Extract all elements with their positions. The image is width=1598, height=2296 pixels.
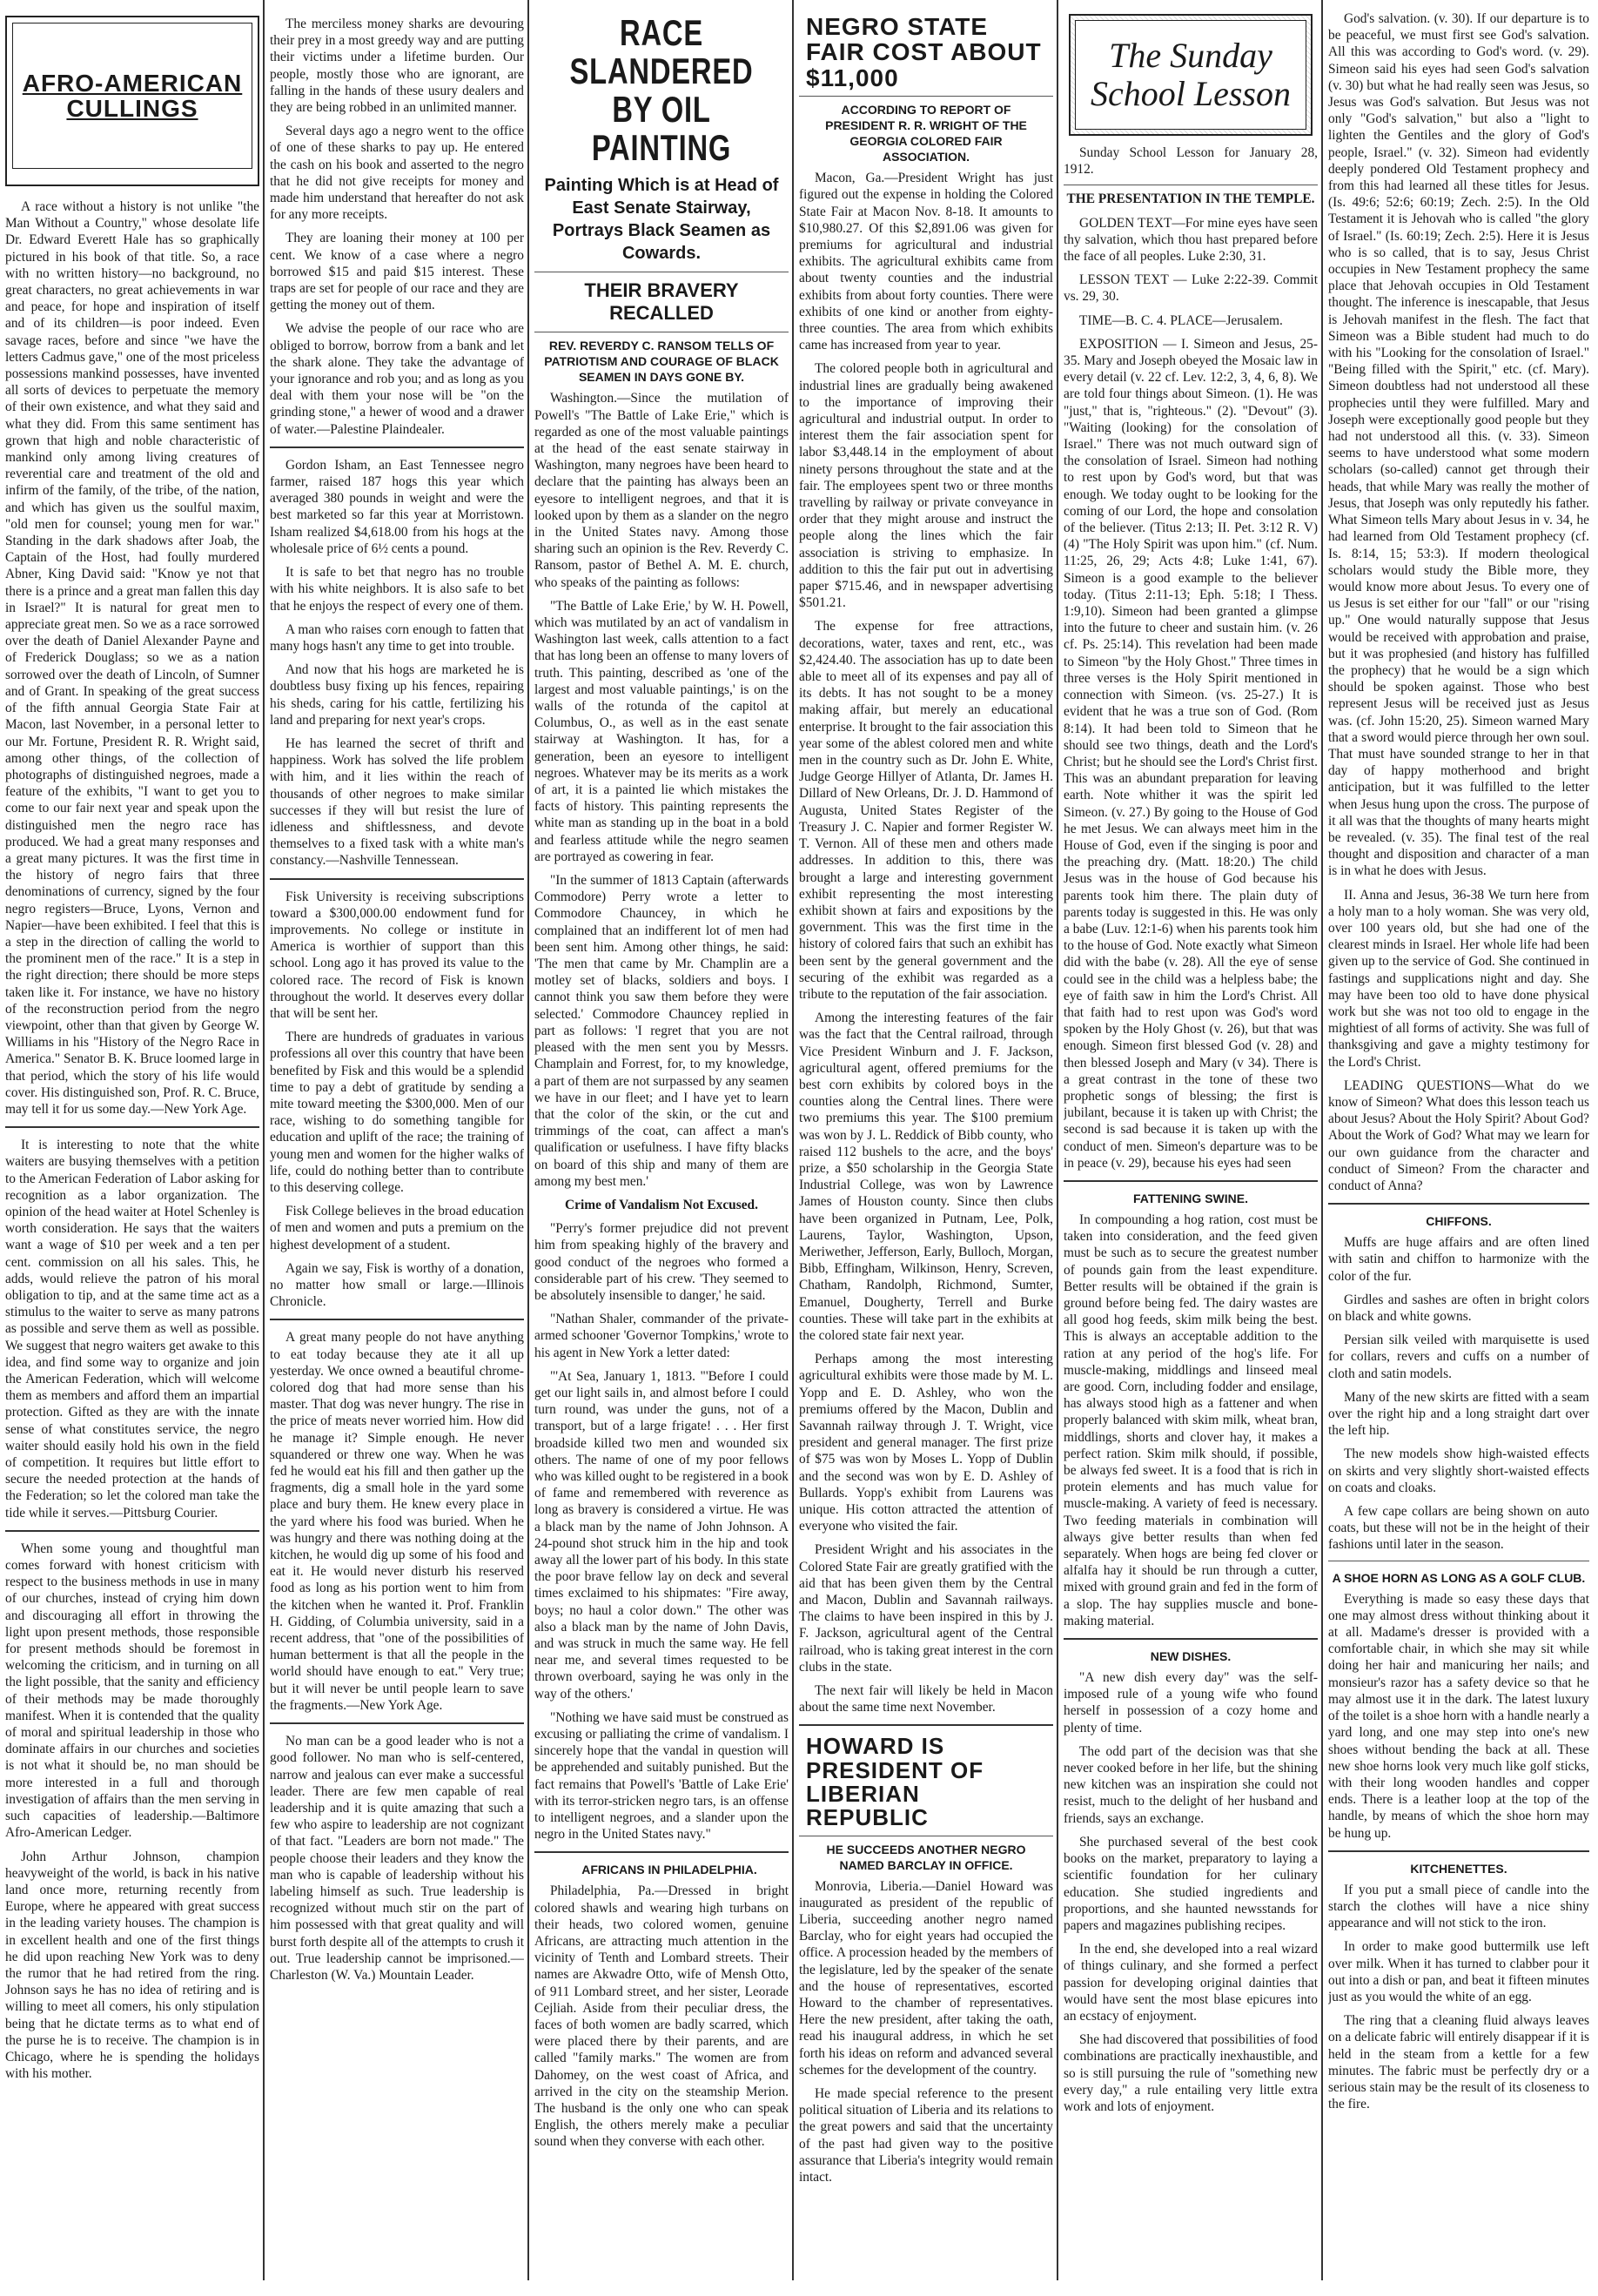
chiffons-heading: CHIFFONS. xyxy=(1426,1214,1492,1229)
article-paragraph: The expense for free attractions, decorations, water, taxes and rent, etc., was $2,424.40. The association has up to date been able to meet all of its expenses and pay all of its debts. It has not sought to be a money making affair, but merely an educational enterprise. It brought to the fair association this year some of the ablest colored men and white men in the country such as Dr. John E. White, Judge George Hillyer of Atlanta, Dr. James H. Dillard of New Orleans, Dr. J. D. Hammond of Augusta, United States Register of the Treasury J. C. Napier and former Register W. T. Vernon. All of these men and others made addresses. In addition to this, there was brought a large and interesting government exhibit representing the most interesting exhibit shown at fairs and expositions by the government. This was the first time in the history of colored fairs that such an exhibit has been sent by the general government and the securing of the exhibit was regarded as a tribute to the reputation of the fair association. xyxy=(799,619,1053,1002)
article-paragraph: God's salvation. (v. 30). If our departure is to be peaceful, we must first see God's salvation. All this was according to God's word. (v. 29). Simeon said his eyes had seen God's salvation (v. 30) but what he had really seen was Jesus, so Jesus was God's salvation. But Jesus was not only "God's salvation," but also a "light to lighten the Gentiles and the glory of God's people, Israel." (v. 32). Simeon had evidently deeply pondered Old Testament prophecy and from this had learned all these titles for Jesus. (Is. 49:6; 52:6; 60:19; Zech. 2:5). In the Old Testament it is Jehovah who is called "the glory of Israel." (Is. 60:19; Zech. 2:5). Here it is Jesus who is so called, that is to say, Jesus Christ occupies in New Testament prophecy the same place that Jehovah occupies in Old Testament thought. The inference is inescapable, that Jesus is Jehovah manifest in the flesh. The fact that Simeon was a Bible student had much to do with his "Looking for the consolation of Israel." "Being filled with the Spirit," etc. (cf. Mary). Simeon doubtless had not understood all these prophecies until they were fulfilled. Mary and Joseph were exceptionally good people but they had not understood all this. (v. 33). Simeon seems to have understood what some modern scholars (so-called) cannot get through their heads, that while Mary was really the mother of Jesus, that Joseph was only reputedly his father. What Simeon tells Mary about Jesus in v. 34, he had learned from Old Testament prophecy (cf. Is. 8:14, 15; 53:3). If modern theological scholars would study the Bible more, they would know more about Jesus. To every one of us Jesus is set either for our "fall" or our "rising up." One would naturally suppose that Jesus would be received with approbation and praise, but it was prophesied (and history has fulfilled the prophecy) that he would be a sign which should be spoken against. Those who best represent Jesus will be received just as Jesus was. (cf. John 15:20, 25). Simeon warned Mary that a sword would pierce through her own soul. That must have sounded strange to her in that day of happy motherhood and bright anticipation, but it was fulfilled to the letter when Jesus hung upon the cross. The purpose of it all was that the thoughts of many hearts might be revealed. (v. 35). The final test of the real thought and disposition and character of a man is in what he does with Jesus. xyxy=(1328,11,1589,879)
crosshead: Crime of Vandalism Not Excused. xyxy=(565,1197,758,1212)
dishes-heading: NEW DISHES. xyxy=(1150,1649,1232,1664)
article-paragraph: Gordon Isham, an East Tennessee negro farmer, raised 187 hogs this year which averaged 380 pounds in weight and were the best marketed so far this year at Morristown. Isham realized $4,618.00 from his hogs at the wholesale price of 6½ cents a pound. xyxy=(270,457,524,556)
column-4 xyxy=(799,0,1053,2294)
column-rule xyxy=(263,0,265,2280)
col6-body xyxy=(1328,10,1589,1194)
swine-heading: FATTENING SWINE. xyxy=(1133,1191,1248,1205)
article-paragraph: Philadelphia, Pa.—Dressed in bright colored shawls and wearing high turbans on their heads, two colored women, genuine Africans, are attracting much attention in the vicinity of Tenth and Lombard streets. Their names are Akwadre Otto, wife of Mensh Otto, of 911 Lombard street, and her sister, Leorade Cejliah. Aside from their peculiar dress, the faces of both women are badly scarred, which were placed there by their parents, and are called "family marks." The women are from Dahomey, on the west coast of Africa, and arrived in the city on the steamship Merion. The husband is the only one who can speak English, the others merely make a peculiar sound when they converse with each other. xyxy=(534,1883,789,2150)
col6-shoehorn-body xyxy=(1328,1591,1589,1842)
article-paragraph: It is interesting to note that the white waiters are busying themselves with a petition to the American Federation of Labor asking for recognition as a labor organization. The opinion of the head waiter at Hotel Schenley is worth consideration. He says that the waiters want a wage of $10 per week and a ten per cent. commission on all his sales. This, he adds, would relieve the patron of his moral obligation to tip, and at the same time act as a stimulus to the waiter to serve as many patrons as possible and serve them as well as possible. We suggest that negro waiters get awake to this idea, and find some way to organize and join the American Federation, which will welcome them as members and afford them an impartial protection. Gifted as they are with the innate sense of what constitutes service, the negro waiter should easily hold his own in the field of competition. It requires but little effort to secure the needed protection at the hands of the Federation; so let the colored man take the tide while it serves.—Pittsburg Courier. xyxy=(5,1138,259,1521)
col5-swine-body xyxy=(1064,1212,1318,1629)
lesson-text: LESSON TEXT — Luke 2:22-39. Commit vs. 29, 30. xyxy=(1064,272,1318,305)
article-paragraph: If you put a small piece of candle into the starch the clothes will have a nice shiny appearance and will not stick to the iron. xyxy=(1328,1882,1589,1931)
column-rule xyxy=(527,0,529,2280)
article-paragraph: Everything is made so easy these days that one may almost dress without thinking about it at all. Madame's dresser is provided with a comfortable chair, in which she may sit while doing her hair and manicuring her nails; and monsieur's razor has a safety device so that he may almost use it in the dark. The latest luxury of the toilet is a shoe horn with a handle nearly a yard long, and one may step into one's new shoes without bending the back at all. These new shoe horns look very much like golf sticks, with their long wooden handles and copper ends. There is a leather loop at the top of the handle, by means of which the shoe horn may be hung up. xyxy=(1328,1591,1589,1841)
divider xyxy=(799,96,1053,97)
divider xyxy=(534,1851,789,1853)
article-paragraph: The merciless money sharks are devouring their prey in a most greedy way and are putting their victims under a lifetime burden. Our people, mostly those who are ignorant, are falling in the hands of these usury dealers and they are being robbed in an unlimited manner. xyxy=(270,17,524,116)
headline: NEGRO STATE FAIR COST ABOUT $11,000 xyxy=(806,13,1042,91)
article-paragraph: President Wright and his associates in the Colored State Fair are greatly gratified with the aid that has been given them by the Central and Macon, Dublin and Savannah railways. The claims to have been inspired in this by J. F. Jackson, agricultural agent of the Central railroad, who is taking great interest in the corn clubs in the state. xyxy=(799,1542,1053,1675)
article-paragraph: John Arthur Johnson, champion heavyweight of the world, is back in his native land once more, returning recently from Europe, where he appeared with great success in the leading variety houses. The champion is in excellent health and one of the first things he did upon reaching New York was to deny the rumor that he had retired from the ring. Johnson says he has no idea of retiring and is willing to meet all comers, his only stipulation being that he dictate terms as to what end of the purse he is to receive. The champion is in Chicago, where he is spending the holidays with his mother. xyxy=(5,1849,259,2082)
article-paragraph: The next fair will likely be held in Macon about the same time next November. xyxy=(799,1683,1053,1715)
article-paragraph: There are hundreds of graduates in various professions all over this country that have been benefited by Fisk and this would be a splendid time to pay a debt of gratitude by sending a mite toward meeting the $300,000. Men of our race, wishing to do something tangible for education and uplift of the race; the training of young men and women for the higher walks of life, could do nothing better than to contribute to this deserving college. xyxy=(270,1030,524,1195)
shoehorn-heading: A SHOE HORN AS LONG AS A GOLF CLUB. xyxy=(1332,1570,1586,1585)
article-paragraph: They are loaning their money at 100 per cent. We know of a case where a negro borrowed $15 and paid $15 interest. These traps are set for people of our race and they are getting the money out of them. xyxy=(270,231,524,313)
article-paragraph: He has learned the secret of thrift and happiness. Work has solved the life problem with him, and it lies within the reach of thousands of other negroes to make similar successes if they will but resist the lure of idleness and shiftlessness, and devote themselves to a fixed task with a white man's constancy.—Nashville Tennessean. xyxy=(270,735,524,869)
divider xyxy=(1328,1850,1589,1852)
col6-kitchenettes-body xyxy=(1328,1882,1589,2113)
divider xyxy=(5,1530,259,1532)
column-2 xyxy=(270,0,524,2296)
subdeck: HE SUCCEEDS ANOTHER NEGRO NAMED BARCLAY IN OFFICE. xyxy=(826,1842,1026,1872)
article-paragraph: "The Battle of Lake Erie,' by W. H. Powell, which was mutilated by an act of vandalism in Washington last week, calls attention to a fact that has long been an offense to many lovers of truth. This painting, described as 'one of the largest and most valuable paintings,' is on the walls of the rotunda of the capitol at Columbus, O., as well as in the east senate stairway at Washington. It has, for a generation, been an eyesore to intelligent negroes. Whatever may be its merits as a work of art, it is a painted lie which mistakes the facts of history. This painting represents the white man as standing up in the boat in a bold and fearless attitude while the negro seamen are portrayed as cowering in fear. xyxy=(534,598,789,864)
cullings-title-inner xyxy=(12,23,252,169)
article-paragraph: Washington.—Since the mutilation of Powell's "The Battle of Lake Erie," which is regarded as one of the most valuable paintings at the head of the east senate stairway in Washington, many negroes have been heard to declare that the painting has always been an eyesore to intelligent negroes, and that it is looked upon by them as a slander on the negro in the United States navy. Among those sharing such an opinion is the Rev. Reverdy C. Ransom, pastor of Bethel A. M. E. church, who speaks of the painting as follows: xyxy=(534,391,789,590)
golden-text: GOLDEN TEXT—For mine eyes have seen thy salvation, which thou hast prepared before the face of all peoples. Luke 2:30, 31. xyxy=(1064,215,1318,265)
column-rule xyxy=(1057,0,1058,2280)
divider xyxy=(270,446,524,448)
headline: HOWARD IS PRESIDENT OF LIBERIAN REPUBLIC xyxy=(806,1733,984,1831)
cullings-title-box xyxy=(5,16,259,186)
divider xyxy=(5,1126,259,1128)
article-paragraph: She purchased several of the best cook books on the market, preparatory to laying a scientific foundation for her culinary education. She studied ingredients and proportions, and she haunted newsstands for papers and magazines publishing recipes. xyxy=(1064,1834,1318,1933)
article-paragraph: She had discovered that possibilities of food combinations are practically inexhaustible, and so is still pursuing the rule of "something new every day," a rule entailing very little extra work and lots of enjoyment. xyxy=(1064,2032,1318,2114)
article-paragraph: Persian silk veiled with marquisette is used for collars, revers and cuffs on a number of cloth and satin models. xyxy=(1328,1333,1589,1381)
article-paragraph: In the end, she developed into a real wizard of things culinary, and she formed a perfect passion for developing original dainties that would have sent the most blase epicures into an ecstacy of enjoyment. xyxy=(1064,1942,1318,2024)
kitchenettes-heading: KITCHENETTES. xyxy=(1410,1861,1507,1876)
article-paragraph: The ring that a cleaning fluid always leaves on a delicate fabric will entirely disappear if it is held in the steam from a kettle for a few minutes. The fabric must be perfectly dry or a serious stain may be the result of its closeness to the fire. xyxy=(1328,2013,1589,2112)
article-paragraph: Again we say, Fisk is worthy of a donation, no matter how small or large.—Illinois Chronicle. xyxy=(270,1260,524,1310)
article-paragraph: It is safe to bet that negro has no trouble with his white neighbors. It is also safe to bet that he enjoys the respect of every one of them. xyxy=(270,565,524,614)
article-paragraph: Fisk University is receiving subscriptions toward a $300,000.00 endowment fund for improvements. No college or institute in America is worthier of support than this school. Long ago it has proved its value to the colored race. The record of Fisk is known throughout the world. It deserves every dollar that will be sent her. xyxy=(270,889,524,1021)
article-paragraph: No man can be a good leader who is not a good follower. No man who is self-centered, narrow and jealous can ever make a successful leader. There are few men capable of real leadership and it is quite amazing that such a few who aspire to leadership are not cognizant of that fact. "Leaders are born not made." The people choose their leaders and they know the man who is capable of leadership without his labeling himself as such. True leadership is recognized without much stir on the part of him possessed with that great quality and will burst forth despite all of the attempts to crush it out. True leadership cannot be imprisoned.—Charleston (W. Va.) Mountain Leader. xyxy=(270,1734,524,1983)
article-paragraph: "'At Sea, January 1, 1813. "'Before I could get our light sails in, and almost before I could turn round, was under the guns, not of a transport, but of a large frigate! . . . Her first broadside killed two men and wounded six others. The name of one of my poor fellows who was killed ought to be registered in a book of fame and remembered with reverence as long as bravery is considered a virtue. He was a black man by the name of John Johnson. A 24-pound shot struck him in the hip and took away all the lower part of his body. In this state the poor brave fellow lay on deck and several times exclaimed to his shipmates: "Fire away, boys; no haul a color down." The other was also a black man by the name of John Davis, and was struck in much the same way. He fell near me, and several times requested to be thrown overboard, saying he was only in the way of the others.' xyxy=(534,1368,789,1702)
headline-deck: Painting Which is at Head of East Senate Stairway, Portrays Black Seamen as Cowards. xyxy=(544,176,779,264)
article-paragraph: Girdles and sashes are often in bright colors on black and white gowns. xyxy=(1328,1292,1589,1325)
article-paragraph: II. Anna and Jesus, 36-38 We turn here from a holy man to a holy woman. She was very old, over 100 years old, but she had one of the clearest minds in Israel. Her whole life had been given up to the service of God. She continued in fastings and supplications night and day. She may have been too old to have done physical work but she was not too old to engage in the mightiest of all forms of activity. She was full of thanksgiving and gave a mighty testimony for the Lord's Christ. xyxy=(1328,887,1589,1070)
article-paragraph: The odd part of the decision was that she never cooked before in her life, but the shining new kitchen was an inspiration she could not resist, much to the delight of her husband and friends, says an exchange. xyxy=(1064,1743,1318,1826)
article-paragraph: A man who raises corn enough to fatten that many hogs hasn't any time to get into trouble. xyxy=(270,621,524,654)
page-title: AFRO-AMERICAN CULLINGS xyxy=(22,69,243,122)
col5-dishes-body xyxy=(1064,1669,1318,2115)
column-rule xyxy=(792,0,794,2280)
article-paragraph: Several days ago a negro went to the office of one of these sharks to pay up. He entered the cash on his book and asserted to the negro that he did not give receipts for money and made him understand that hereafter do not ask for any more receipts. xyxy=(270,124,524,223)
subdeck: ACCORDING TO REPORT OF PRESIDENT R. R. WRIGHT OF THE GEORGIA COLORED FAIR ASSOCIATION. xyxy=(825,103,1027,164)
divider xyxy=(270,1319,524,1320)
sunday-school-title: The Sunday School Lesson xyxy=(1075,20,1306,130)
lesson-title: THE PRESENTATION IN THE TEMPLE. xyxy=(1066,191,1315,207)
headline: RACE SLANDERED BY OIL PAINTING xyxy=(569,12,754,169)
col5-body xyxy=(1064,144,1318,1171)
column-1 xyxy=(5,0,259,2280)
divider xyxy=(799,1724,1053,1726)
article-paragraph: A few cape collars are being shown on auto coats, but these will not be in the height of their fashions until later in the season. xyxy=(1328,1504,1589,1553)
article-paragraph: Many of the new skirts are fitted with a seam over the right hip and a long straight dart over the left hip. xyxy=(1328,1389,1589,1439)
africans-heading: AFRICANS IN PHILADELPHIA. xyxy=(581,1863,757,1877)
article-paragraph: The new models show high-waisted effects on skirts and very slightly short-waisted effects on coats and cloaks. xyxy=(1328,1447,1589,1495)
article-paragraph: Macon, Ga.—President Wright has just figured out the expense in holding the Colored State Fair at Macon Nov. 8-18. It amounts to $10,980.27. Of this $2,891.06 was given for premiums for agricultural and industrial exhibits. The agricultural exhibits came from about twenty counties and the industrial exhibits from about forty counties. There were exhibits of one kind or another from eighty-three counties. The area from which exhibits came has increased from year to year. xyxy=(799,171,1053,353)
article-paragraph: When some young and thoughtful man comes forward with honest criticism with respect to the business methods in use in many of our churches, instead of crying him down and discouraging all effort in throwing the light upon present methods, those responsible for present methods should be foremost in welcoming the criticism, and in turning on all the light possible, that the sanity and efficiency of their methods may be made thoroughly manifest. When it is contended that the quality of moral and spiritual leadership in those who dominate affairs in our churches and societies is not what it should be, no man should be more interested in a full and thorough investigation of affairs than the men serving in such capacities of leadership.—Baltimore Afro-American Ledger. xyxy=(5,1541,259,1841)
article-paragraph: We advise the people of our race who are obliged to borrow, borrow from a bank and let the shark alone. They take the advantage of your ignorance and rob you; and as long as you deal with them your nose will be "on the grinding stone," a hewer of wood and a drawer of water.—Palestine Plaindealer. xyxy=(270,321,524,437)
article-paragraph: Among the interesting features of the fair was the fact that the Central railroad, through Vice President Winburn and J. F. Jackson, agricultural agent, offered premiums for the best corn exhibits by colored boys in the counties along the Central lines. There were two premiums this year. The $100 premium was won by J. L. Reddick of Bibb county, who raised 112 bushels to the acre, and the boys' prize, a $50 scholarship in the Georgia State Industrial College, was won by Lawrence James of Houston county. Since then clubs have been organized in Putnam, Lee, Polk, Laurens, Taylor, Washington, Upson, Meriwether, Jefferson, Early, Bulloch, Morgan, Bibb, Effingham, Wilkinson, Henry, Screven, Chatham, Randolph, Richmond, Sumter, Emanuel, Dougherty, Terrell and Burke counties. These will take part in the exhibits at the colored state fair next year. xyxy=(799,1010,1053,1343)
article-paragraph: "Nathan Shaler, commander of the private-armed schooner 'Governor Tompkins,' wrote to his agent in New York a letter dated: xyxy=(534,1312,789,1360)
column-3 xyxy=(534,0,789,2294)
divider xyxy=(270,878,524,880)
divider xyxy=(270,1722,524,1724)
article-paragraph: Fisk College believes in the broad education of men and women and puts a premium on the highest development of a student. xyxy=(270,1204,524,1252)
article-paragraph: "In the summer of 1813 Captain (afterwards Commodore) Perry wrote a letter to Commodore Chauncey, in which he complained that an indifferent lot of men had been sent him. Among other things, he said: 'The men that came by Mr. Champlin are a motley set of blacks, soldiers and boys. I cannot think you saw them before they were selected.' Commodore Chauncey replied in part as follows: 'I regret that you are not pleased with the men sent you by Messrs. Champlain and Forrest, for, to my knowledge, a part of them are not surpassed by any seamen we have in our fleet; and I have yet to learn that the color of the skin, or the cut and trimmings of the coat, can affect a man's qualification or usefulness. I have fifty blacks on board of this ship and many of them are among my best men.' xyxy=(534,873,789,1189)
column-6 xyxy=(1328,0,1589,2291)
col2-body xyxy=(270,16,524,1984)
divider xyxy=(1064,1180,1318,1182)
divider xyxy=(1328,1203,1589,1205)
article-paragraph: He made special reference to the present political situation of Liberia and its relations to the great powers and said that the uncertainty of the past had given way to the positive assurance that Liberia's integrity would remain intact. xyxy=(799,2086,1053,2185)
col1-body xyxy=(5,198,259,2082)
article-paragraph: "A new dish every day" was the self-imposed rule of a young wife who found herself in possession of a cozy home and plenty of time. xyxy=(1064,1670,1318,1735)
column-5 xyxy=(1064,0,1318,2291)
article-paragraph: In compounding a hog ration, cost must be taken into consideration, and the feed given must be such as to secure the greatest number of pounds gain from the least expenditure. Better results will be obtained if the grain is ground before being fed. The dairy wastes are all good hog feeds, skim milk being the best. This is always an acceptable addition to the ration at any period of the hog's life. For muscle-making, middlings and linseed meal are good. Corn, including fodder and ensilage, has always stood high as a fattener and when properly balanced with skim milk, wheat bran, middlings, shorts and clover hay, it makes a perfect ration. Skim milk should, if possible, be always fed sweet. It is a food that is rich in protein elements and has much value for muscle-making. A variety of feed is necessary. Two feeding materials in combination will always give better results than when fed separately. When hogs are being fed clover or alfalfa hay it should be run through a cutter, mixed with ground grain and fed in the form of a slop. The hay supplies muscle and bone-making material. xyxy=(1064,1212,1318,1628)
article-paragraph: Monrovia, Liberia.—Daniel Howard was inaugurated as president of the republic of Liberia, succeeding another negro named Barclay, who for eight years had occupied the office. A procession headed by the members of the legislature, led by the speaker of the senate and the house of representatives, escorted Howard to the chamber of representatives. Here the new president, after taking the oath, read his inaugural address, in which he set forth his ideas on reform and advanced several schemes for the development of the country. xyxy=(799,1878,1053,2078)
lesson-intro: Sunday School Lesson for January 28, 1912. xyxy=(1064,145,1318,178)
article-paragraph: LEADING QUESTIONS—What do we know of Simeon? What does this lesson teach us about Jesus? About the Holy Spirit? About God? About the Work of God? What may we learn for our own guidance from the character and conduct of Simeon? From the character and conduct of Anna? xyxy=(1328,1078,1589,1194)
article-paragraph: And now that his hogs are marketed he is doubtless busy fixing up his fences, repairing his sheds, caring for his cattle, fertilizing his land and preparing for next year's crops. xyxy=(270,662,524,728)
article-paragraph: The colored people both in agricultural and industrial lines are gradually being awakened to the importance of improving their agricultural and industrial output. In order to interest them the fair association spent for labor $3,448.14 in the employment of about ninety persons throughout the state and at the fair. The employees spent two or three months travelling by railway or private conveyance in order that they might arouse and instruct the people along the lines which the fair association is striving to emphasize. In addition to this the fair put out in advertising paper $715.46, and in newspaper advertising $501.21. xyxy=(799,361,1053,611)
article-paragraph: Perhaps among the most interesting agricultural exhibits were those made by M. L. Yopp and E. D. Ashley, who won the premiums offered by the Macon, Dublin and Savannah railway through J. T. Wright, vice president and general manager. The first prize of $75 was won by Moses L. Yopp of Dublin and the second was won by E. D. Ashley of Bullards. Yopp's exhibit from Laurens was unique. His cotton attracted the attention of everyone who visited the fair. xyxy=(799,1352,1053,1534)
article-paragraph: In order to make good buttermilk use left over milk. When it has turned to clabber pour it out into a dish or pan, and beat it fifteen minutes just as you would the white of an egg. xyxy=(1328,1939,1589,2004)
divider xyxy=(1064,1638,1318,1640)
column-rule xyxy=(1321,0,1323,2280)
article-paragraph: "Nothing we have said must be construed as excusing or palliating the crime of vandalism. I sincerely hope that the vandal in question will be apprehended and suitably punished. But the fact remains that Powell's 'Battle of Lake Erie' with its terror-stricken negro tars, is an offense to intelligent negroes, and a slander upon the negro in the United States navy." xyxy=(534,1709,789,1843)
article-paragraph: "Perry's former prejudice did not prevent him from speaking highly of the bravery and good conduct of the negroes who formed a considerable part of his crew. 'They seemed to be absolutely insensible to danger,' he said. xyxy=(534,1221,789,1303)
subdeck: REV. REVERDY C. RANSOM TELLS OF PATRIOTISM AND COURAGE OF BLACK SEAMEN IN DAYS GONE BY. xyxy=(544,339,779,385)
article-paragraph: A race without a history is not unlike "the Man Without a Country," whose desolate life Dr. Edward Everett Hale has so graphically pictured in his book of that title. So, a race with no written history—no background, no great characters, no great achievements in war and peace, for hope and inspiration of itself and of its children—is poor indeed. Even savage races, before and since "we have the letters Cadmus gave," one of the most priceless possessions mankind possesses, have invented all sorts of devices to perpetuate the memory of their own existence, and what they said and what they did. From this same sentiment has grown that high and noble characteristic of mankind only among living creatures of reverential care and treatment of the old and infirm of the family, of the tribe, of the nation, and which has given us the soulful maxim, "old men for counsel; young men for war." Standing in the dark shadows after Joab, the Captain of the Host, had foully murdered Abner, King David said: "Know ye not that there is a prince and a great man fallen this day in Israel?" It is natural for great men to appreciate great men. So we as a race sorrowed over the death of Daniel Alexander Payne and of Frederick Douglass; so we as a nation sorrowed over the death of Lincoln, of Sumner and of Grant. In speaking of the great success of the fifth annual Georgia State Fair at Macon, last November, in a personal letter to our Mr. Fortune, President R. R. Wright said, among other things, of the collection of photographs of distinguished negroes, made a feature of the exhibits, "I want to get you to come to our fair next year and speak upon the distinguished men the negro race has produced. We had a great many responses and a great many pictures. It was the first time in the history of negro fairs that three denominations of currency, signed by the four negro registers—Bruce, Lyons, Vernon and Napier—have been exhibited. I feel that this is a step in the direction of calling the world to the prominent men of the race." It is a step in the right direction; there should be more steps taken like it. For instance, we have no history of the reconstruction period from the negro viewpoint, other than that given by George W. Williams in his "History of the Negro Race in America." Senator B. K. Bruce loomed large in that period, which the story of his life would cover. His distinguished son, Prof. R. C. Bruce, may tell it for us some day.—New York Age. xyxy=(5,199,259,1117)
subhead: THEIR BRAVERY RECALLED xyxy=(584,279,739,325)
col4-howard-body xyxy=(799,1878,1053,2186)
article-paragraph: A great many people do not have anything to eat today because they ate it all up yesterday. We once owned a beautiful chrome-colored dog that had more sense than his master. That dog was never hungry. The rise in the price of meats never worried him. How did he manage it? Simple enough. He never squandered or threw one way. When he was fed he would eat his fill and then gather up the fragments, dig a small hole in the yard some place and bury them. He knew every place in the yard where his food was buried. When he was hungry and there was nothing doing at the kitchen, he would dig up some of his food and eat it. He would never disturb his reserved food as long as his portion went to him from the kitchen when he wanted it. Prof. Franklin H. Gidding, of Columbia university, said in a recent address, that "one of the possibilities of human betterment is that all the people in the world should have enough to eat." Very true; but it will never be until people learn to save the fragments.—New York Age. xyxy=(270,1330,524,1713)
article-paragraph: Muffs are huge affairs and are often lined with satin and chiffon to harmonize with the color of the fur. xyxy=(1328,1235,1589,1284)
col6-chiffons-body xyxy=(1328,1234,1589,1553)
article-paragraph: EXPOSITION — I. Simeon and Jesus, 25-35. Mary and Joseph obeyed the Mosaic law in every detail (v. 22 cf. Lev. 12:2, 3, 4, 6, 8). We are told four things about Simeon. (1). He was "just," that is, "righteous." (2). "Devout" (3). "Waiting (looking) for the consolation of Israel." There was not much outward sign of the consolation of Israel. Simeon had nothing to rest upon by God's word, but that was enough. We today ought to be looking for the coming of our Lord, the hope and consolation of the believer. (Titus 2:13; II. Pet. 3:12 R. V) (4) "The Holy Spirit was upon him." (cf. Num. 11:25, 26, 29; Acts 4:8; Luke 1:41, 67). Simeon is a good example to the believer today. (Titus 2:11-13; Eph. 5:18; I Thess. 1:9,10). Simeon had been granted a glimpse into the future to cheer and sustain him. (v. 26 cf. Ps. 25:14). This revelation had been made to Simeon "by the Holy Ghost." Three times in three verses is the Holy Spirit mentioned in connection with Simeon. (vs. 25-27.) It is evident that he was a true son of God. (Rom 8:14). It had been told to Simeon that he should see two things, death and the Lord's Christ; but he should see the Lord's Christ first. This was an abundant preparation for leaving earth. Note whither it was the spirit led Simeon. (v. 27.) By going to the House of God he met Jesus. We can always meet him in the House of God, even if the singing is poor and the preaching dry. (Matt. 18:20.) The child Jesus was in the house of God because his parents took him there. The plain duty of parents today is suggested in this. He was only a babe (Luv. 12:1-6) when his parents took him to the house of God. Note exactly what Simeon did with the babe (v. 28). All the eye of sense could see in the child was a helpless babe; the eye of faith saw in him the Lord's Christ. All that faith had to rest upon was God's word spoken by the Holy Ghost (v. 26), but that was enough. Simeon first blessed God (v. 28) and then blessed Joseph and Mary (v 34). There is a great contrast in the tone of these two prophetic songs of blessing; the first is jubilant, because it is taken up with Christ; the second is sad because it is taken up with the conduct of men. Simeon's departure was to be in peace (v. 29), because his eyes had seen xyxy=(1064,336,1318,1171)
col3-body xyxy=(534,390,789,2150)
col4-body xyxy=(799,170,1053,1715)
sunday-school-box xyxy=(1069,14,1313,136)
lesson-time: TIME—B. C. 4. PLACE—Jerusalem. xyxy=(1079,312,1283,328)
